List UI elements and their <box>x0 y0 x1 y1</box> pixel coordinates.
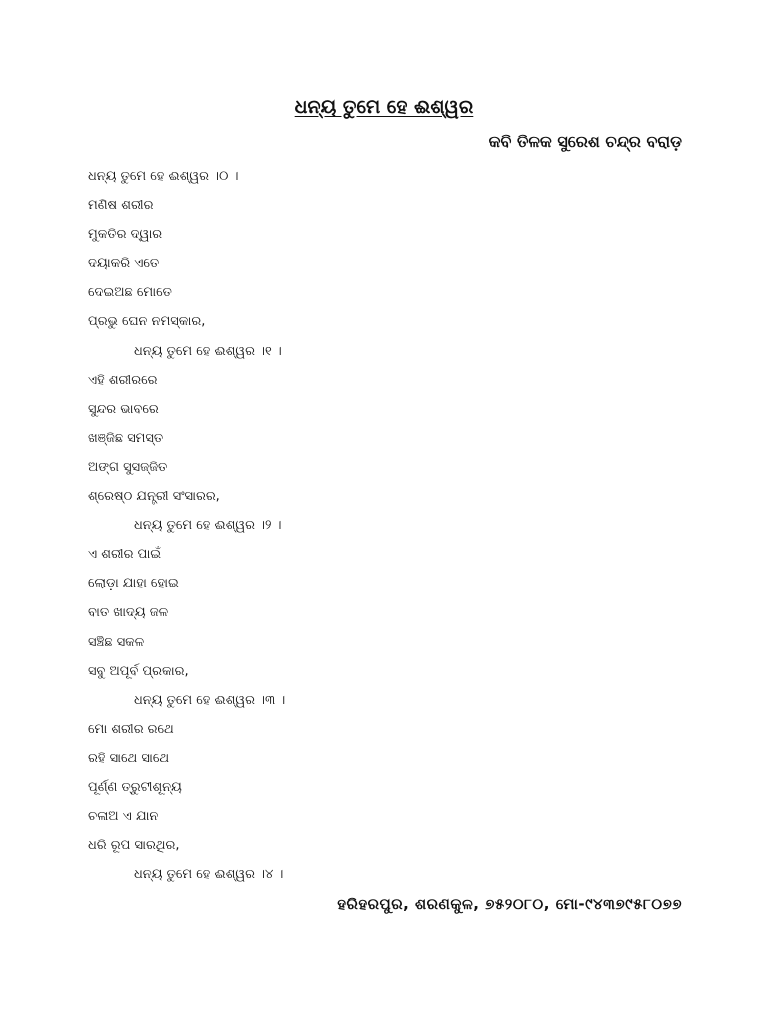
poem-line: ଏହି ଶରୀରରେ <box>88 372 158 388</box>
poem-refrain-line: ଧନ୍ୟ ତୁମେ ହେ ଈଶ୍ୱର ।୨ । <box>134 518 282 534</box>
poem-refrain-line: ଧନ୍ୟ ତୁମେ ହେ ଈଶ୍ୱର ।୩ । <box>134 692 286 708</box>
poem-line: ଖଞ୍ଜିଛ ସମସ୍ତ <box>88 430 164 446</box>
poem-line: ପ୍ରଭୁ ଘେନ ନମସ୍କାର, <box>88 314 206 330</box>
poem-line: ମଣିଷ ଶରୀର <box>88 198 154 214</box>
poem-line: ସବୁ ଅପୂର୍ବ ପ୍ରକାର, <box>88 663 189 679</box>
poem-line: ଦେଇଅଛ ମୋତେ <box>88 285 172 301</box>
poem-title <box>0 96 768 118</box>
poem-line: ଧନ୍ୟ ତୁମେ ହେ ଈଶ୍ୱର ।୦ । <box>88 169 239 184</box>
poem-line: ପୂର୍ଣ୍ଣ ତ୍ରୁଟୀଶୂନ୍ୟ <box>88 779 182 795</box>
poem-refrain-line: ଧନ୍ୟ ତୁମେ ହେ ଈଶ୍ୱର ।୧ । <box>134 343 282 359</box>
poem-refrain-line: ଧନ୍ୟ ତୁମେ ହେ ଈଶ୍ୱର ।୪ । <box>134 867 284 883</box>
poem-line: ରହି ସାଥେ ସାଥେ <box>88 750 170 766</box>
poem-title-text: ଧନ୍ୟ ତୁମେ ହେ ଈଶ୍ୱର <box>294 96 474 118</box>
poem-line: ଅଙ୍ଗ ସୁସଜ୍ଜିତ <box>88 459 168 475</box>
poem-line: ଧରି ରୂପ ସାରଥିର, <box>88 838 180 854</box>
poem-line: ସଞ୍ଚିଛ ସକଳ <box>88 634 145 650</box>
poem-author: କବି ତିଳକ ସୁରେଶ ଚନ୍ଦ୍ର ବରାଡ଼ <box>488 132 682 151</box>
poem-line: ମୋ ଶରୀର ରଥେ <box>88 721 174 737</box>
poem-line: ଲୋଡ଼ା ଯାହା ହୋଇ <box>88 576 179 592</box>
poem-body <box>88 166 285 893</box>
poem-line: ଏ ଶରୀର ପାଇଁ <box>88 547 162 563</box>
poem-line: ମୁକତିର ଦ୍ୱାର <box>88 227 163 243</box>
poem-line: ବାତ ଖାଦ୍ୟ ଜଳ <box>88 605 169 621</box>
author-address: ହରିହରପୁର, ଶରଣକୁଳ, ୭୫୨୦୮୦, ମୋ-୯୪୩୭୯୫୮୦୭୭ <box>337 895 682 913</box>
poem-line: ଦୟାକରି ଏତେ <box>88 256 160 272</box>
poem-line: ଶ୍ରେଷ୍ଠ ଯନ୍ତ୍ରୀ ସଂସାରର, <box>88 489 220 505</box>
poem-line: ଚଳାଅ ଏ ଯାନ <box>88 809 159 825</box>
poem-line: ସୁନ୍ଦର ଭାବରେ <box>88 401 159 417</box>
